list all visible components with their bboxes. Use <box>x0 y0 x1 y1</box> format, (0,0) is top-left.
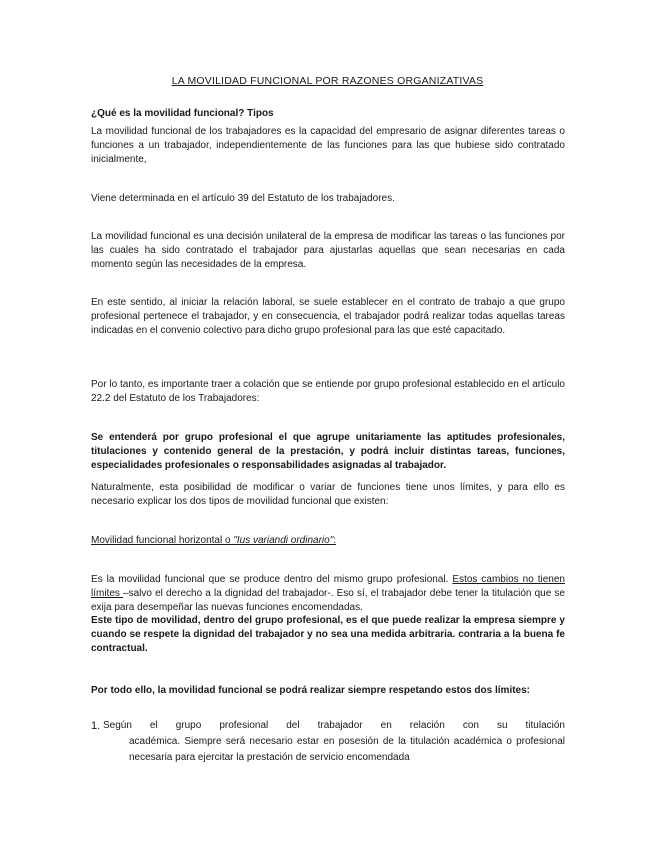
list-item <box>103 718 565 766</box>
paragraph-article-22: Por lo tanto, es importante traer a colación que se entiende por grupo profesional establecido en el artículo 22.2 del Estatuto de los Trabajadores: <box>91 379 565 404</box>
paragraph-horizontal-underlined: Estos cambios no tienen límites <box>91 574 565 599</box>
paragraph-article-39: Viene determinada en el artículo 39 del Estatuto de los trabajadores. <box>91 193 395 204</box>
paragraph-company-respect: Este tipo de movilidad, dentro del grupo profesional, es el que puede realizar la empresa siempre y cuando se respete la dignidad del trabajador y no sea una medida arbitraria. contraria a la buena fe contractual. <box>91 615 565 654</box>
document-title: LA MOVILIDAD FUNCIONAL POR RAZONES ORGANIZATIVAS <box>171 75 484 87</box>
paragraph-unilateral-decision: La movilidad funcional es una decisión unilateral de la empresa de modificar las tareas o las funciones por las cuales ha sido contratado el trabajador para ajustarlas aquellas que sean necesarias en cada momento según las necesidades de la empresa. <box>91 231 565 270</box>
paragraph-horizontal-text-b: –salvo el derecho a la dignidad del trabajador-. Eso sí, el trabajador debe tener la titulación que se exija para desempeñar las nuevas funciones encomendadas. <box>91 588 565 613</box>
list-item-first-line: Según el grupo profesional del trabajador en relación con su titulación <box>103 720 565 731</box>
section-heading-prefix: Movilidad funcional horizontal o <box>91 535 234 546</box>
paragraph-definition: La movilidad funcional de los trabajadores es la capacidad del empresario de asignar diferentes tareas o funciones a un trabajador, independientemente de las funciones para las que hubiese sido contratado inicialmente, <box>91 126 565 165</box>
section-heading-suffix: : <box>333 535 337 546</box>
section-heading-italic: "Ius variandi ordinario" <box>233 535 334 546</box>
paragraph-horizontal-text-a: Es la movilidad funcional que se produce dentro del mismo grupo profesional. <box>91 574 453 585</box>
paragraph-limits-intro: Naturalmente, esta posibilidad de modificar o variar de funciones tiene unos límites, y para ello es necesario explicar los dos tipos de movilidad funcional que existen: <box>91 482 565 507</box>
list-item-continuation: académica. Siempre será necesario estar en posesión de la titulación académica o profesional necesaria para ejercitar la prestación de servicio encomendada <box>129 736 565 763</box>
paragraph-two-limits: Por todo ello, la movilidad funcional se podrá realizar siempre respetando estos dos límites: <box>91 685 530 696</box>
paragraph-professional-group: En este sentido, al iniciar la relación laboral, se suele establecer en el contrato de trabajo a que grupo profesional pertenece el trabajador, y en consecuencia, el trabajador podrá realizar todas aquellas tareas indicadas en el convenio colectivo para dicho grupo profesional para las que esté capacitado. <box>91 297 565 336</box>
paragraph-definition-quote: Se entenderá por grupo profesional el que agrupe unitariamente las aptitudes profesionales, titulaciones y contenido general de la prestación, y podrá incluir distintas tareas, funciones, especialidades profesionales o responsabilidades asignadas al trabajador. <box>91 432 565 471</box>
limits-list <box>91 718 565 766</box>
question-heading: ¿Qué es la movilidad funcional? Tipos <box>91 108 274 119</box>
paragraph-horizontal-mobility <box>91 573 565 615</box>
section-heading-horizontal <box>91 534 565 548</box>
list-item-number: 1. <box>91 720 101 732</box>
